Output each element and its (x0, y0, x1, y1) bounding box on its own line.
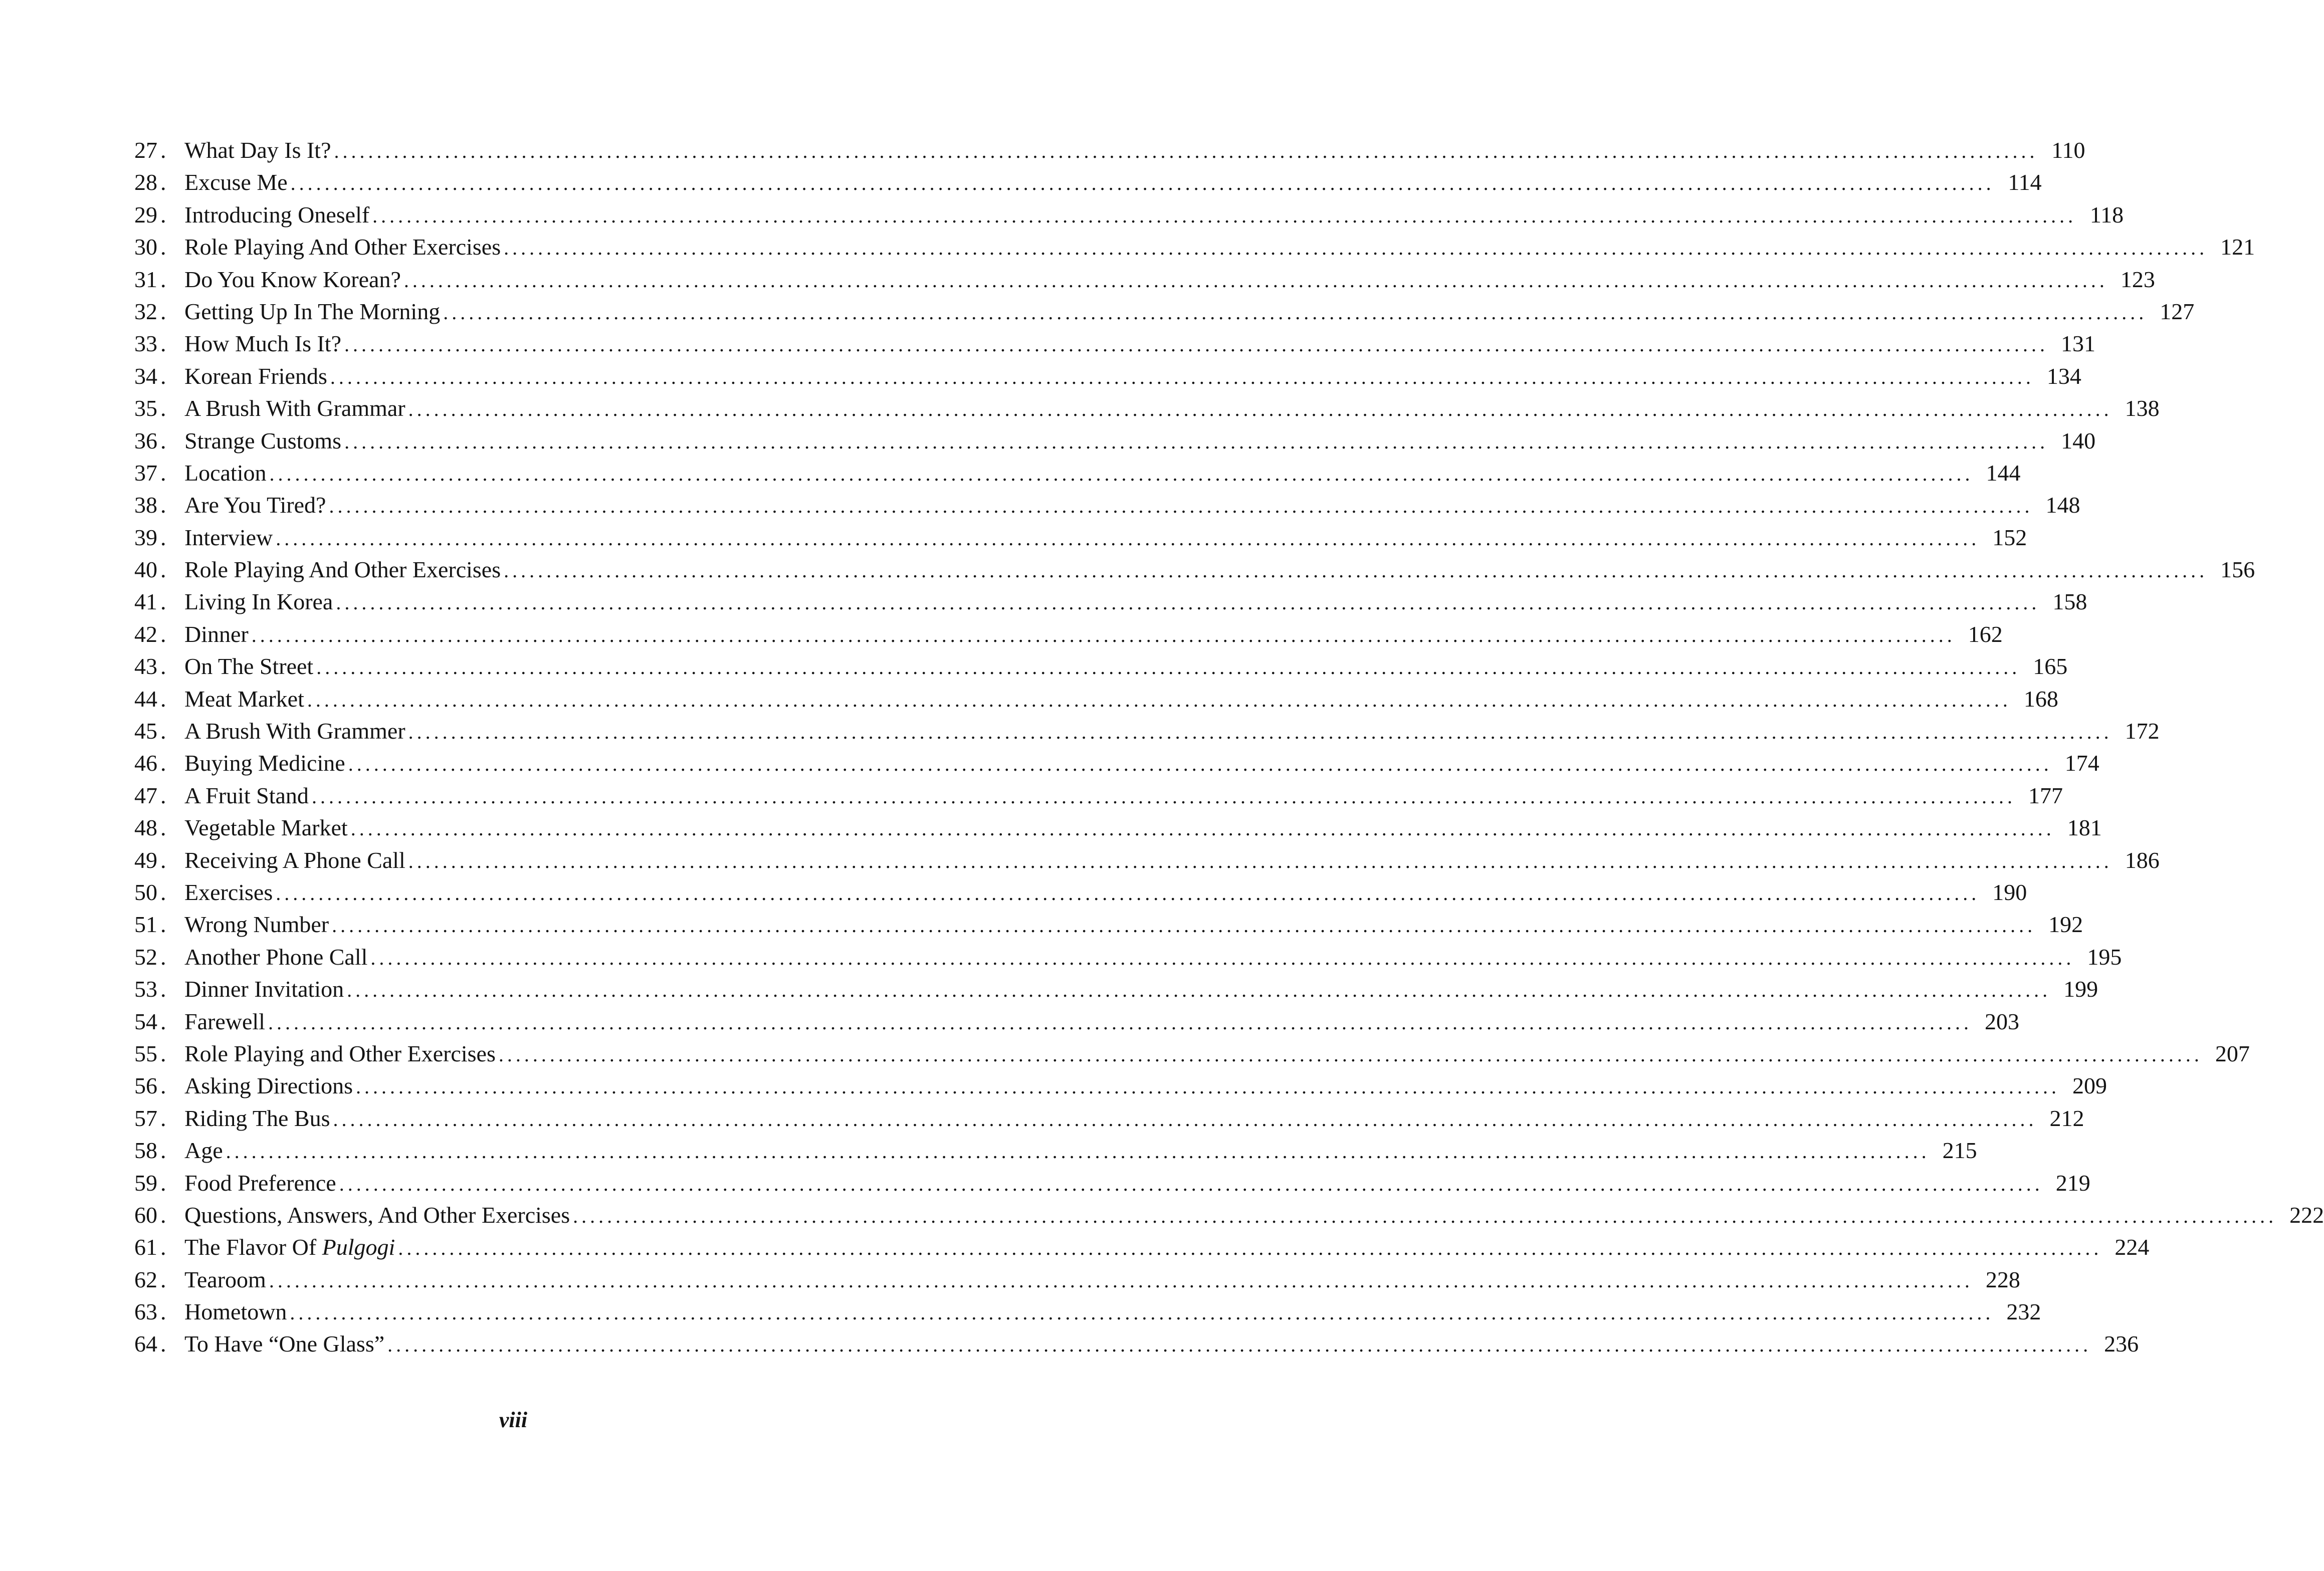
entry-title: Vegetable Market (184, 815, 348, 841)
entry-number-period: . (160, 363, 166, 389)
entry-title: Tearoom (184, 1266, 266, 1292)
entry-number: 49 (134, 847, 157, 873)
toc-entry (134, 296, 2195, 328)
entry-title: Buying Medicine (184, 750, 345, 776)
entry-number-period: . (160, 169, 166, 195)
entry-number-period: . (160, 976, 166, 1002)
entry-number-period: . (160, 847, 166, 873)
entry-page-number: 168 (2023, 686, 2058, 712)
page-number: viii (499, 1408, 528, 1432)
toc-entry (134, 844, 2160, 876)
toc-entry (134, 231, 2255, 263)
entry-title: A Brush With Grammer (184, 718, 405, 744)
toc-entry (134, 650, 2068, 683)
entry-page-number: 190 (1992, 879, 2027, 905)
dot-leader: ........................................................................................................................................................................................................ (398, 1237, 2102, 1260)
entry-number-period: . (160, 331, 166, 357)
dot-leader: ........................................................................................................................................................................................................ (387, 1333, 2092, 1357)
entry-number: 50 (134, 879, 157, 905)
entry-page-number: 215 (1942, 1138, 1977, 1164)
entry-page-number: 236 (2104, 1331, 2139, 1357)
dot-leader: ........................................................................................................................................................................................................ (443, 301, 2148, 324)
entry-number-period: . (160, 1040, 166, 1066)
entry-number: 30 (134, 234, 157, 260)
entry-title: Excuse Me (184, 169, 288, 195)
entry-page-number: 209 (2072, 1073, 2107, 1099)
toc-entry (134, 554, 2255, 586)
toc-entry (134, 1328, 2139, 1360)
entry-page-number: 144 (1986, 460, 2021, 486)
dot-leader: ........................................................................................................................................................................................................ (350, 817, 2055, 840)
entry-number: 63 (134, 1299, 157, 1325)
entry-page-number: 162 (1968, 621, 2003, 647)
entry-title: Living In Korea (184, 589, 333, 615)
dot-leader: ........................................................................................................................................................................................................ (269, 1269, 1973, 1292)
dot-leader: ........................................................................................................................................................................................................ (311, 785, 2016, 808)
entry-number-period: . (160, 1299, 166, 1325)
entry-page-number: 224 (2115, 1234, 2150, 1260)
toc-entry (134, 134, 2085, 166)
entry-number: 35 (134, 395, 157, 421)
entry-page-number: 232 (2006, 1299, 2041, 1325)
dot-leader: ........................................................................................................................................................................................................ (504, 237, 2208, 260)
dot-leader: ........................................................................................................................................................................................................ (408, 849, 2112, 872)
dot-leader: ........................................................................................................................................................................................................ (307, 688, 2011, 711)
entry-title: On The Street (184, 653, 314, 680)
dot-leader: ........................................................................................................................................................................................................ (372, 204, 2077, 227)
entry-number: 41 (134, 589, 157, 615)
entry-number-period: . (160, 557, 166, 583)
entry-page-number: 138 (2125, 395, 2160, 421)
entry-number: 57 (134, 1105, 157, 1131)
entry-number-period: . (160, 234, 166, 260)
toc-entry (134, 683, 2058, 715)
entry-number-period: . (160, 718, 166, 744)
entry-number: 40 (134, 557, 157, 583)
entry-title: Receiving A Phone Call (184, 847, 405, 873)
entry-page-number: 203 (1984, 1008, 2019, 1034)
entry-title-italic: Pulgogi (322, 1234, 395, 1260)
dot-leader: ........................................................................................................................................................................................................ (336, 591, 2040, 614)
entry-title: Dinner Invitation (184, 976, 344, 1002)
toc-entry (134, 973, 2098, 1005)
dot-leader: ........................................................................................................................................................................................................ (316, 656, 2021, 679)
entry-number: 28 (134, 169, 157, 195)
entry-number-period: . (160, 912, 166, 938)
entry-number-period: . (160, 815, 166, 841)
entry-title: Hometown (184, 1299, 287, 1325)
entry-page-number: 177 (2028, 782, 2063, 808)
entry-page-number: 118 (2089, 201, 2124, 228)
dot-leader: ........................................................................................................................................................................................................ (268, 1011, 1972, 1034)
entry-page-number: 148 (2045, 492, 2080, 518)
entry-page-number: 219 (2055, 1170, 2090, 1196)
entry-number-period: . (160, 1331, 166, 1357)
toc-entry (134, 780, 2063, 812)
dot-leader: ........................................................................................................................................................................................................ (370, 946, 2075, 969)
entry-number-period: . (160, 1202, 166, 1228)
toc-entry (134, 199, 2124, 231)
entry-number: 31 (134, 266, 157, 292)
entry-title: What Day Is It? (184, 137, 331, 163)
entry-title: Farewell (184, 1008, 265, 1034)
toc-entry (134, 1102, 2084, 1135)
entry-title: Role Playing And Other Exercises (184, 557, 501, 583)
entry-page-number: 156 (2220, 557, 2255, 583)
entry-title: Exercises (184, 879, 273, 905)
dot-leader: ........................................................................................................................................................................................................ (290, 1301, 1994, 1324)
entry-page-number: 165 (2033, 653, 2068, 680)
entry-page-number: 140 (2061, 427, 2096, 454)
toc-entry (134, 489, 2080, 521)
dot-leader: ........................................................................................................................................................................................................ (504, 559, 2208, 582)
toc-entry (134, 457, 2021, 489)
entry-number-period: . (160, 137, 166, 163)
entry-number: 37 (134, 460, 157, 486)
entry-title: Interview (184, 524, 273, 550)
entry-title: Role Playing And Other Exercises (184, 234, 501, 260)
toc-entry (134, 876, 2027, 909)
entry-title: Asking Directions (184, 1073, 353, 1099)
entry-number-period: . (160, 782, 166, 808)
toc-entry (134, 360, 2081, 392)
entry-number: 39 (134, 524, 157, 550)
dot-leader: ........................................................................................................................................................................................................ (347, 979, 2051, 1002)
entry-title: Riding The Bus (184, 1105, 330, 1131)
entry-title: Are You Tired? (184, 492, 326, 518)
entry-title: Korean Friends (184, 363, 327, 389)
entry-number: 36 (134, 427, 157, 454)
toc-entry (134, 1070, 2107, 1102)
toc-entry (134, 1264, 2020, 1296)
entry-page-number: 228 (1985, 1266, 2020, 1292)
dot-leader: ........................................................................................................................................................................................................ (290, 172, 1995, 195)
entry-title: How Much Is It? (184, 331, 341, 357)
entry-page-number: 114 (2008, 169, 2042, 195)
entry-title: Strange Customs (184, 427, 342, 454)
entry-page-number: 110 (2051, 137, 2085, 163)
entry-number: 32 (134, 298, 157, 324)
dot-leader: ........................................................................................................................................................................................................ (333, 1107, 2037, 1131)
entry-number: 64 (134, 1331, 157, 1357)
entry-title: Role Playing and Other Exercises (184, 1040, 496, 1066)
toc-entry (134, 747, 2099, 779)
entry-page-number: 123 (2120, 266, 2155, 292)
entry-number: 43 (134, 653, 157, 680)
toc-entry (134, 166, 2042, 198)
entry-number-period: . (160, 427, 166, 454)
entry-number: 61 (134, 1234, 157, 1260)
dot-leader: ........................................................................................................................................................................................................ (329, 495, 2033, 518)
entry-number-period: . (160, 1105, 166, 1131)
toc-entry (134, 1231, 2150, 1263)
entry-page-number: 186 (2125, 847, 2160, 873)
dot-leader: ........................................................................................................................................................................................................ (356, 1075, 2060, 1098)
entry-number: 56 (134, 1073, 157, 1099)
entry-title: Another Phone Call (184, 944, 368, 970)
entry-page-number: 199 (2063, 976, 2098, 1002)
entry-title (184, 1231, 395, 1263)
entry-title: Wrong Number (184, 912, 329, 938)
entry-title: Introducing Oneself (184, 201, 370, 228)
entry-number: 52 (134, 944, 157, 970)
entry-page-number: 181 (2067, 815, 2102, 841)
entry-page-number: 207 (2215, 1040, 2250, 1066)
entry-number: 53 (134, 976, 157, 1002)
entry-title: Do You Know Korean? (184, 266, 401, 292)
toc-entry (134, 715, 2160, 747)
entry-number: 46 (134, 750, 157, 776)
entry-number-period: . (160, 944, 166, 970)
toc-entry (134, 586, 2087, 618)
entry-page-number: 131 (2061, 331, 2095, 357)
entry-title: To Have “One Glass” (184, 1331, 385, 1357)
entry-title: Meat Market (184, 686, 304, 712)
dot-leader: ........................................................................................................................................................................................................ (269, 462, 1974, 485)
entry-title: Dinner (184, 621, 249, 647)
dot-leader: ........................................................................................................................................................................................................ (348, 753, 2052, 776)
entry-title-text: The Flavor Of (184, 1234, 322, 1260)
dot-leader: ........................................................................................................................................................................................................ (408, 398, 2112, 421)
entry-number: 60 (134, 1202, 157, 1228)
entry-number-period: . (160, 524, 166, 550)
toc-entry (134, 1167, 2090, 1199)
entry-number: 54 (134, 1008, 157, 1034)
entry-number: 29 (134, 201, 157, 228)
toc-entry (134, 522, 2027, 554)
entry-number-period: . (160, 589, 166, 615)
entry-number: 47 (134, 782, 157, 808)
entry-number-period: . (160, 621, 166, 647)
entry-page-number: 152 (1992, 524, 2027, 550)
entry-title: Questions, Answers, And Other Exercises (184, 1202, 570, 1228)
toc-entry (134, 1296, 2041, 1328)
entry-title: Location (184, 460, 267, 486)
entry-page-number: 121 (2220, 234, 2255, 260)
entry-number: 33 (134, 331, 157, 357)
toc-entry (134, 812, 2102, 844)
toc-entry (134, 909, 2083, 941)
toc-entry (134, 618, 2003, 650)
entry-number: 48 (134, 815, 157, 841)
dot-leader: ........................................................................................................................................................................................................ (226, 1140, 1930, 1163)
entry-page-number: 172 (2125, 718, 2160, 744)
entry-number: 55 (134, 1040, 157, 1066)
entry-number-period: . (160, 395, 166, 421)
entry-page-number: 195 (2087, 944, 2122, 970)
entry-number: 34 (134, 363, 157, 389)
toc-entry (134, 425, 2096, 457)
dot-leader: ........................................................................................................................................................................................................ (332, 914, 2036, 937)
entry-number: 27 (134, 137, 157, 163)
entry-page-number: 158 (2052, 589, 2087, 615)
entry-title: Food Preference (184, 1170, 336, 1196)
entry-number: 62 (134, 1266, 157, 1292)
dot-leader: ........................................................................................................................................................................................................ (330, 365, 2034, 388)
dot-leader: ........................................................................................................................................................................................................ (339, 1172, 2043, 1195)
dot-leader: ........................................................................................................................................................................................................ (344, 333, 2048, 356)
entry-number-period: . (160, 686, 166, 712)
entry-number: 38 (134, 492, 157, 518)
entry-number-period: . (160, 653, 166, 680)
dot-leader: ........................................................................................................................................................................................................ (251, 623, 1956, 646)
entry-number-period: . (160, 1008, 166, 1034)
entry-number-period: . (160, 492, 166, 518)
entry-title: A Fruit Stand (184, 782, 309, 808)
entry-number-period: . (160, 298, 166, 324)
entry-number-period: . (160, 266, 166, 292)
toc-entry (134, 1038, 2250, 1070)
dot-leader: ........................................................................................................................................................................................................ (276, 527, 1980, 550)
entry-number-period: . (160, 879, 166, 905)
toc-entry (134, 1199, 2324, 1231)
entry-title: A Brush With Grammar (184, 395, 405, 421)
toc-entry (134, 264, 2155, 296)
entry-number: 58 (134, 1138, 157, 1164)
entry-title: Age (184, 1138, 223, 1164)
toc-entry (134, 1135, 1977, 1167)
dot-leader: ........................................................................................................................................................................................................ (344, 430, 2049, 453)
toc-entry (134, 941, 2122, 973)
toc-entry (134, 1006, 2019, 1038)
entry-page-number: 212 (2049, 1105, 2084, 1131)
entry-number-period: . (160, 1073, 166, 1099)
dot-leader: ........................................................................................................................................................................................................ (276, 881, 1980, 905)
toc-entry (134, 328, 2095, 360)
entry-page-number: 134 (2046, 363, 2081, 389)
dot-leader: ........................................................................................................................................................................................................ (334, 140, 2038, 162)
dot-leader: ........................................................................................................................................................................................................ (408, 721, 2112, 744)
entry-title: Getting Up In The Morning (184, 298, 441, 324)
entry-number-period: . (160, 1266, 166, 1292)
toc-entry (134, 392, 2160, 424)
table-of-contents (134, 134, 2324, 1393)
entry-number-period: . (160, 1138, 166, 1164)
entry-page-number: 174 (2064, 750, 2099, 776)
entry-number-period: . (160, 1234, 166, 1260)
entry-number: 44 (134, 686, 157, 712)
dot-leader: ........................................................................................................................................................................................................ (498, 1043, 2203, 1066)
entry-number-period: . (160, 1170, 166, 1196)
dot-leader: ........................................................................................................................................................................................................ (403, 269, 2108, 292)
entry-page-number: 222 (2289, 1202, 2324, 1228)
entry-number: 59 (134, 1170, 157, 1196)
entry-number-period: . (160, 201, 166, 228)
entry-number-period: . (160, 750, 166, 776)
entry-page-number: 127 (2160, 298, 2195, 324)
entry-number: 45 (134, 718, 157, 744)
entry-number: 51 (134, 912, 157, 938)
entry-number-period: . (160, 460, 166, 486)
dot-leader: ........................................................................................................................................................................................................ (573, 1204, 2277, 1227)
entry-page-number: 192 (2048, 912, 2083, 938)
entry-number: 42 (134, 621, 157, 647)
